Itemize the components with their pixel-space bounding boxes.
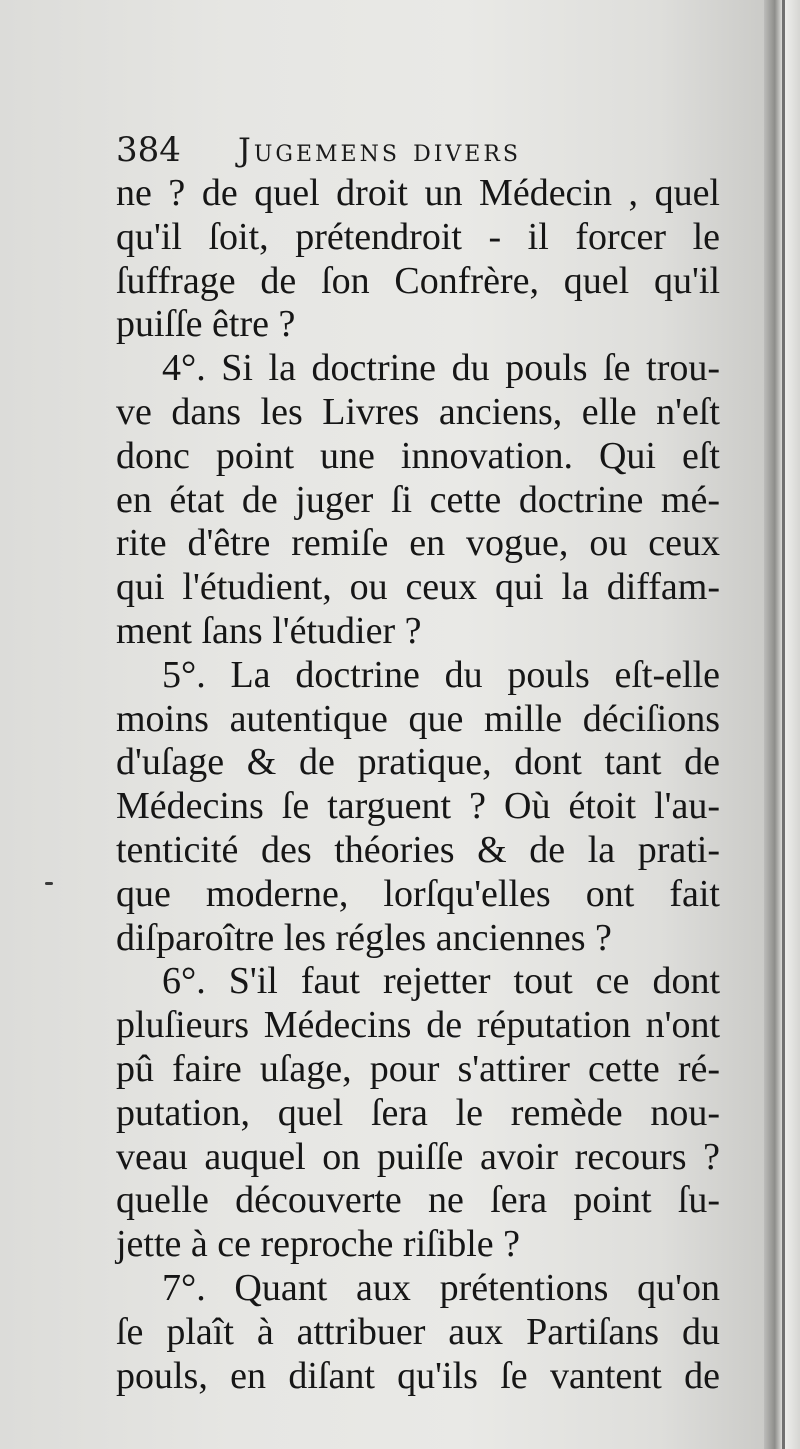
text-line: ment ſans l'étudier ? [116,609,422,652]
text-line: putation, quel ſera le remède nou- [116,1091,720,1134]
text-line: quelle découverte ne ſera point ſu- [116,1179,720,1222]
text-line: pouls, en diſant qu'ils ſe vantent de [116,1354,720,1397]
page-edge-line [782,0,785,1449]
text-line: qu'il ſoit, prétendroit - il forcer le [116,215,720,258]
ink-speck [45,882,53,885]
text-line: diſparoître les régles anciennes ? [116,916,612,959]
running-head: Jugemens divers [238,131,521,169]
text-line: jette à ce reproche riſible ? [116,1223,521,1266]
text-line: ſuffrage de ſon Confrère, quel qu'il [116,259,720,302]
text-line: qui l'étudient, ou ceux qui la diffam- [116,566,720,609]
text-line: que moderne, lorſqu'elles ont fait [116,872,720,915]
text-line: pû faire uſage, pour s'attirer cette ré- [116,1047,720,1090]
paragraph-start-7: 7°. Quant aux prétentions qu'on [162,1266,720,1309]
text-line: en état de juger ſi cette doctrine mé- [116,478,720,521]
text-line: ve dans les Livres anciens, elle n'eſt [116,390,720,433]
body-text [116,172,720,1398]
page-header [116,128,626,172]
text-line: ſe plaît à attribuer aux Partiſans du [116,1310,720,1353]
text-line: veau auquel on puiſſe avoir recours ? [116,1135,720,1178]
text-line: d'uſage & de pratique, dont tant de [116,741,720,784]
page-number: 384 [116,130,181,170]
text-line: pluſieurs Médecins de réputation n'ont [116,1004,720,1047]
paragraph-start-4: 4°. Si la doctrine du pouls ſe trou- [162,347,720,390]
text-line: donc point une innovation. Qui eſt [116,434,720,477]
paragraph-start-5: 5°. La doctrine du pouls eſt-elle [162,653,720,696]
text-line: puiſſe être ? [116,303,296,346]
paragraph-start-6: 6°. S'il faut rejetter tout ce dont [162,960,720,1003]
text-line: tenticité des théories & de la prati- [116,828,720,871]
text-line: ne ? de quel droit un Médecin , quel [116,172,720,214]
text-line: moins autentique que mille déciſions [116,697,720,740]
text-line: Médecins ſe targuent ? Où étoit l'au- [116,785,720,828]
text-line: rite d'être remiſe en vogue, ou ceux [116,522,720,565]
